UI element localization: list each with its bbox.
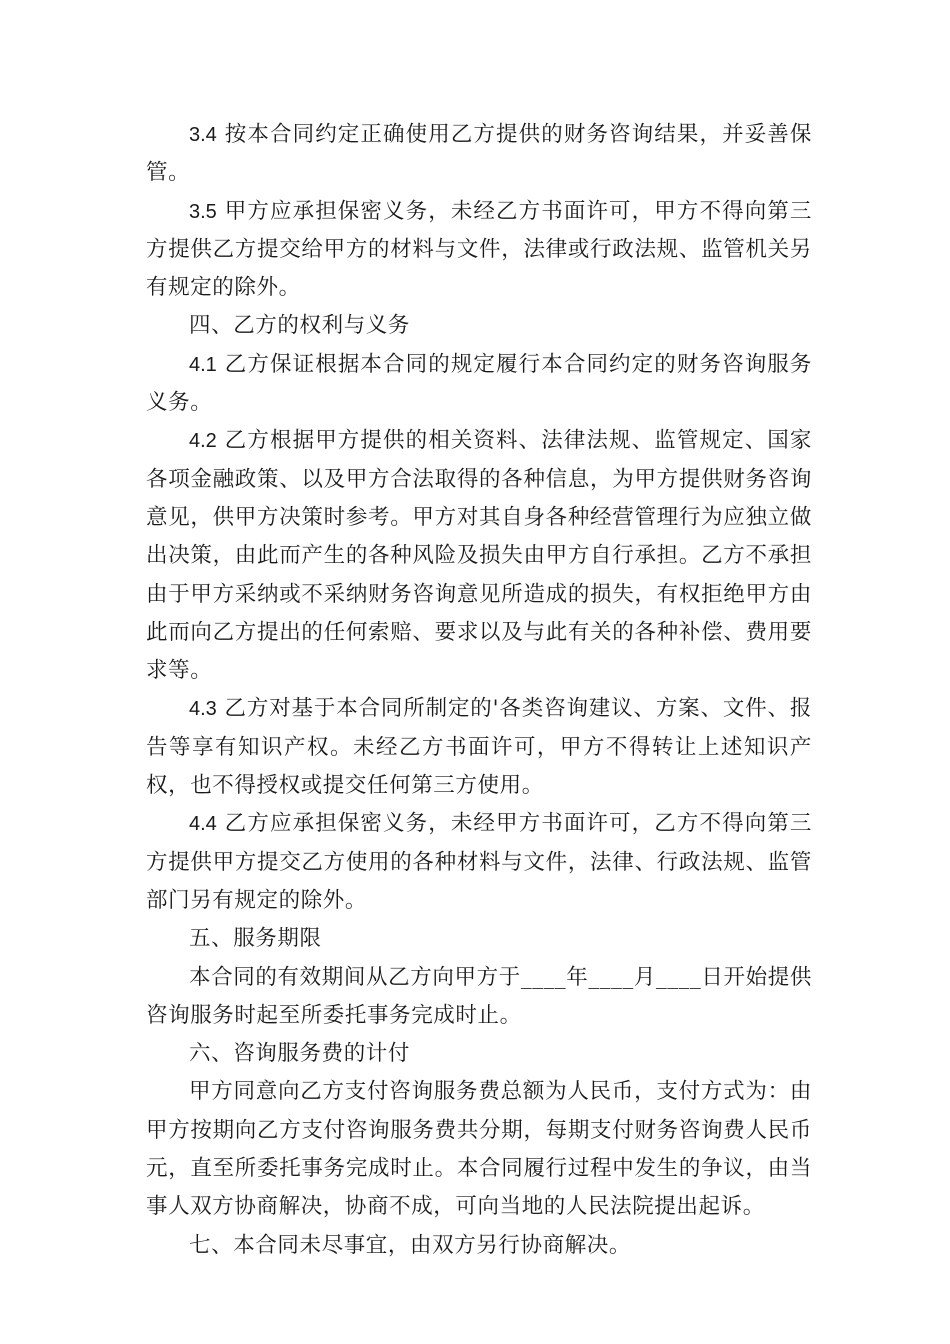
clause-number: 4.1 <box>189 353 217 376</box>
clause-text: 乙方对基于本合同所制定的'各类咨询建议、方案、文件、报告等享有知识产权。未经乙方书面许可，甲方不得转让上述知识产权，也不得授权或提交任何第三方使用。 <box>146 696 812 799</box>
clause-text: 乙方应承担保密义务，未经甲方书面许可，乙方不得向第三方提供甲方提交乙方使用的各种材料与文件，法律、行政法规、监管部门另有规定的除外。 <box>146 811 813 913</box>
service-term-paragraph: 本合同的有效期间从乙方向甲方于____年____月____日开始提供咨询服务时起至所委托事务完成时止。 <box>146 964 812 1028</box>
clause-4-2 <box>146 422 812 690</box>
clause-4-4 <box>146 805 812 920</box>
clause-4-3 <box>146 690 812 805</box>
clause-text: 甲方应承担保密义务，未经乙方书面许可，甲方不得向第三方提供乙方提交给甲方的材料与文件，法律或行政法规、监管机关另有规定的除外。 <box>146 198 813 301</box>
clause-number: 3.5 <box>189 200 217 223</box>
section-heading-7: 七、本合同未尽事宜，由双方另行协商解决。 <box>189 1232 632 1258</box>
section-heading-5: 五、服务期限 <box>189 926 322 952</box>
fee-paragraph: 甲方同意向乙方支付咨询服务费总额为人民币，支付方式为：由甲方按期向乙方支付咨询服务费共分期，每期支付财务咨询费人民币元，直至所委托事务完成时止。本合同履行过程中发生的争议，由当事人双方协商解决，协商不成，可向当地的人民法院提出起诉。 <box>146 1079 812 1220</box>
clause-number: 4.2 <box>189 430 217 453</box>
section-heading-4: 四、乙方的权利与义务 <box>189 313 411 339</box>
clause-number: 4.3 <box>189 698 217 721</box>
clause-text: 乙方根据甲方提供的相关资料、法律法规、监管规定、国家各项金融政策、以及甲方合法取得的各种信息，为甲方提供财务咨询意见，供甲方决策时参考。甲方对其自身各种经营管理行为应独立做出决策，由此而产生的各种风险及损失由甲方自行承担。乙方不承担由于甲方采纳或不采纳财务咨询意见所造成的损失，有权拒绝甲方由此而向乙方提出的任何索赔、要求以及与此有关的各种补偿、费用要求等。 <box>146 428 813 684</box>
clause-text: 按本合同约定正确使用乙方提供的财务咨询结果，并妥善保管。 <box>146 122 813 186</box>
clause-3-4 <box>146 116 812 193</box>
clause-4-1 <box>146 346 812 423</box>
clause-text: 乙方保证根据本合同的规定履行本合同约定的财务咨询服务义务。 <box>146 351 813 416</box>
clause-number: 3.4 <box>189 124 217 146</box>
clause-3-5 <box>146 193 812 308</box>
clause-number: 4.4 <box>189 813 217 836</box>
contract-body <box>146 116 812 1265</box>
section-heading-6: 六、咨询服务费的计付 <box>189 1041 411 1067</box>
